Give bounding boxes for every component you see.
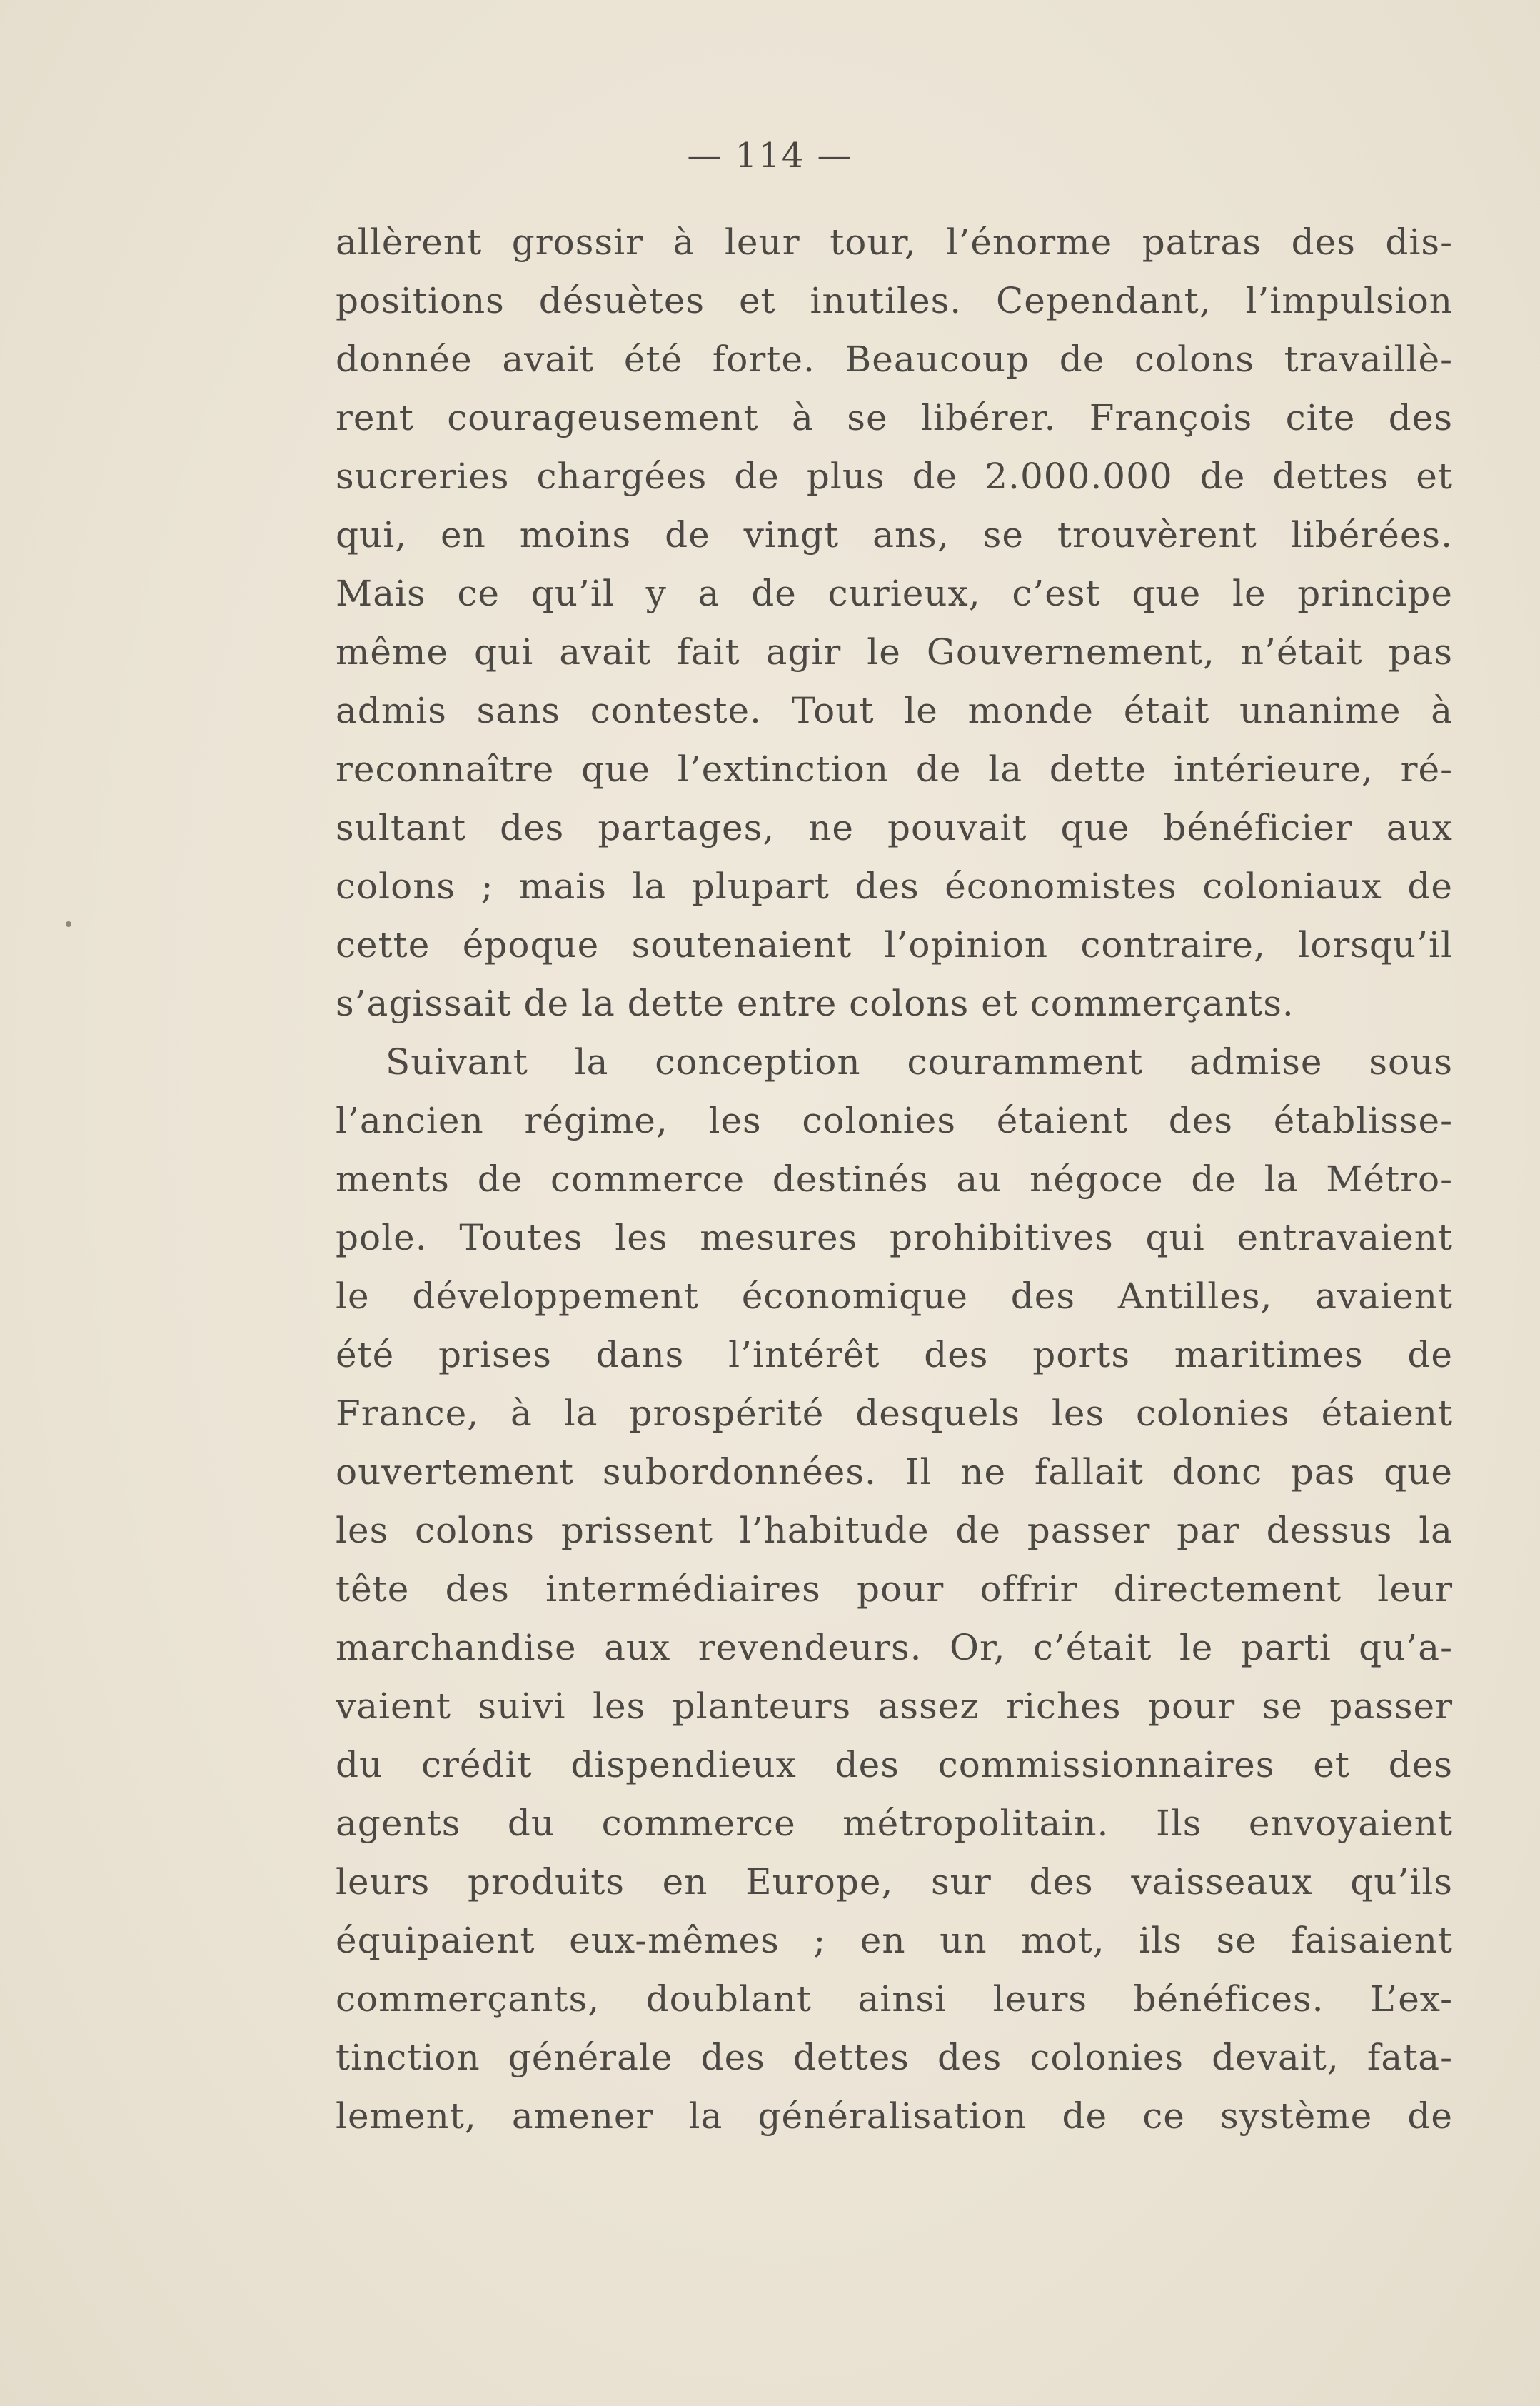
text-line: vaient suivi les planteurs assez riches pour se passer [336,1685,1453,1727]
text-line: commerçants, doublant ainsi leurs bénéfices. L’ex- [336,1978,1453,2020]
text-line: allèrent grossir à leur tour, l’énorme patras des dis- [336,221,1453,263]
text-line: équipaient eux-mêmes ; en un mot, ils se faisaient [336,1920,1453,1961]
text-line: reconnaître que l’extinction de la dette intérieure, ré- [336,748,1453,790]
text-line: positions désuètes et inutiles. Cependant, l’impulsion [336,280,1453,321]
page-number: — 114 — [687,136,853,176]
text-line: s’agissait de la dette entre colons et commerçants. [336,983,1294,1024]
text-line: les colons prissent l’habitude de passer par dessus la [336,1510,1453,1551]
text-line: été prises dans l’intérêt des ports maritimes de [336,1334,1453,1375]
text-line: sucreries chargées de plus de 2.000.000 de dettes et [336,456,1453,497]
body-text [336,213,1453,2145]
text-line: ments de commerce destinés au négoce de la Métro- [336,1158,1453,1200]
text-line: donnée avait été forte. Beaucoup de colons travaillè- [336,339,1453,380]
text-line: qui, en moins de vingt ans, se trouvèrent libérées. [336,514,1453,556]
text-line: rent courageusement à se libérer. François cite des [336,397,1453,438]
text-line: marchandise aux revendeurs. Or, c’était le parti qu’a- [336,1627,1453,1668]
text-line: l’ancien régime, les colonies étaient des établisse- [336,1100,1453,1141]
text-line: agents du commerce métropolitain. Ils envoyaient [336,1803,1453,1844]
text-line: même qui avait fait agir le Gouvernement, n’était pas [336,631,1453,673]
text-line: cette époque soutenaient l’opinion contraire, lorsqu’il [336,924,1453,966]
text-line: lement, amener la généralisation de ce système de [336,2095,1453,2137]
text-line: Suivant la conception couramment admise sous [386,1041,1453,1083]
text-line: colons ; mais la plupart des économistes coloniaux de [336,866,1453,907]
text-line: tinction générale des dettes des colonies devait, fata- [336,2037,1453,2078]
text-line: France, à la prospérité desquels les colonies étaient [336,1393,1453,1434]
text-line: tête des intermédiaires pour offrir directement leur [336,1568,1453,1610]
text-line: ouvertement subordonnées. Il ne fallait donc pas que [336,1451,1453,1493]
text-line: le développement économique des Antilles, avaient [336,1275,1453,1317]
text-line: admis sans conteste. Tout le monde était unanime à [336,690,1453,731]
text-line: sultant des partages, ne pouvait que bénéficier aux [336,807,1453,848]
paper-speck [66,921,71,927]
text-line: leurs produits en Europe, sur des vaisseaux qu’ils [336,1861,1453,1903]
text-line: du crédit dispendieux des commissionnaires et des [336,1744,1453,1785]
text-line: pole. Toutes les mesures prohibitives qui entravaient [336,1217,1453,1258]
text-line: Mais ce qu’il y a de curieux, c’est que le principe [336,573,1453,614]
